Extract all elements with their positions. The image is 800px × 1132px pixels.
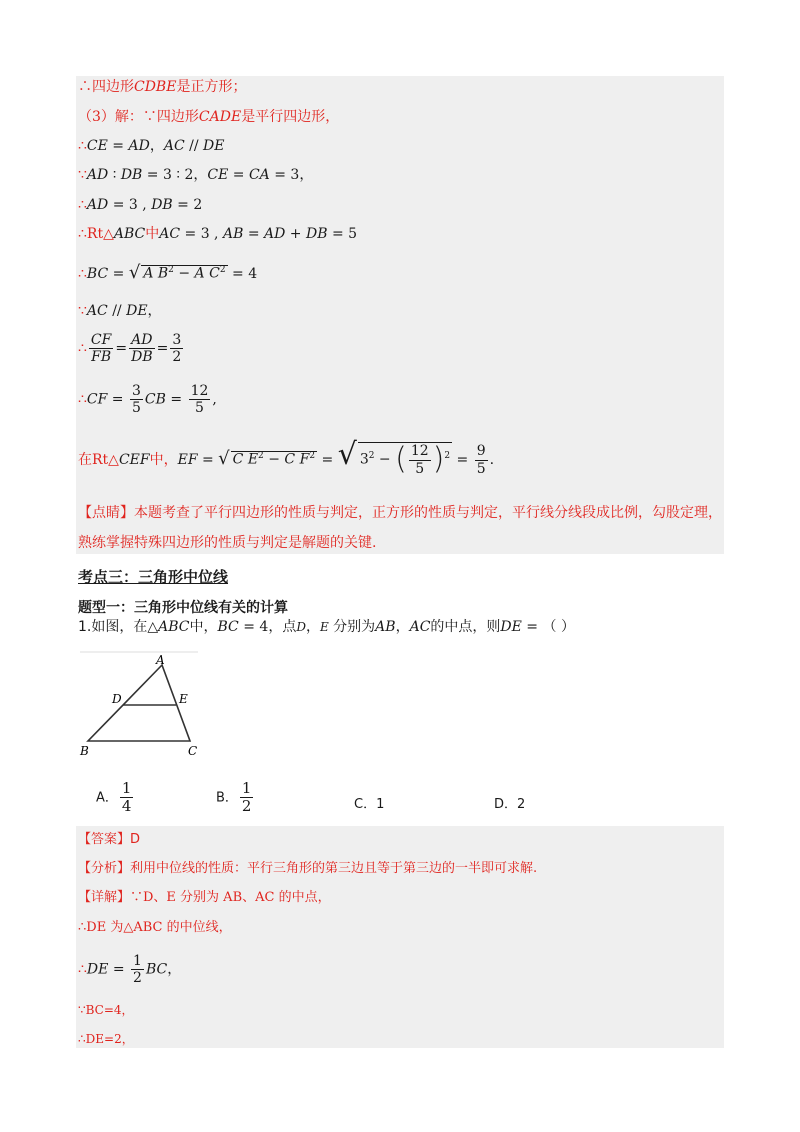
triangle-abc [88,665,190,741]
comment-line-2: 熟练掌握特殊四边形的性质与判定是解题的关键. [78,535,377,551]
solution-line-5: ∴AD = 3 , DB = 2 [78,197,203,213]
point-e-label: E [179,692,188,706]
option-a[interactable]: A． $\frac{1}{4}$ [96,779,132,816]
vertex-a-label: A [156,653,165,667]
solution-line-9: ∴ $\frac{CF}{FB}$ = $\frac{AD}{DB}$ = $\frac{3}{2}$ [78,332,182,366]
solution-line-6: ∴Rt△ABC中AC = 3 , AB = AD + DB = 5 [78,226,358,242]
vertex-c-label: C [188,744,198,758]
detail-line-2: ∴DE 为△ABC 的中位线， [78,920,232,935]
solution-line-4: ∵AD ∶ DB = 3 ∶ 2，CE = CA = 3， [78,167,314,183]
solution-line-7: ∴BC = √ A $B^2 - A$ $C^2 = 4$ [78,262,258,283]
section-subheading: 题型一：三角形中位线有关的计算 [78,600,288,616]
solution-line-2: （3）解：∵四边形CADE是平行四边形， [78,109,340,125]
answer-line: 【答案】D [78,832,141,847]
option-b[interactable]: B． $\frac{1}{2}$ [216,779,252,816]
detail-line-1: 【详解】∵D、E 分别为 AB、AC 的中点， [78,890,331,905]
detail-line-4: ∵BC=4， [78,1003,134,1017]
point-d-label: D [112,692,122,706]
solution-line-3: ∴CE = AD，AC // DE [78,138,225,154]
solution-line-10: ∴CF = $\frac{3}{5}$ CB = $\frac{12}{5}$ , [78,383,217,417]
analysis-line: 【分析】利用中位线的性质：平行三角形的第三边且等于第三边的一半即可求解. [78,861,538,876]
solution-line-1: ∴四边形CDBE是正方形； [78,79,247,95]
comment-line-1: 【点睛】本题考查了平行四边形的性质与判定，正方形的性质与判定，平行线分线段成比例，勾股定理， [78,505,722,521]
triangle-figure [76,651,206,761]
vertex-b-label: B [80,744,89,758]
option-c[interactable]: C．1 [354,797,385,812]
answer-panel [76,826,724,1048]
section-heading: 考点三：三角形中位线 [78,568,229,586]
question-text: 1.如图，在△ABC中，BC = 4，点D，E 分别为AB，AC的中点，则DE = （ ） [78,619,575,635]
detail-line-3: ∴DE = $\frac{1}{2}$ BC， [78,953,182,987]
detail-line-5: ∴DE=2， [78,1032,134,1046]
solution-line-11: 在Rt△CEF中，EF = √ C $E^2 - C$ $F^2$ = √ $3^2$ − ( $\frac{12}{5}$ )$^2$ = $\frac{9}{5}$ . [78,437,495,477]
solution-line-8: ∵AC // DE， [78,303,162,319]
option-d[interactable]: D．2 [494,797,526,812]
